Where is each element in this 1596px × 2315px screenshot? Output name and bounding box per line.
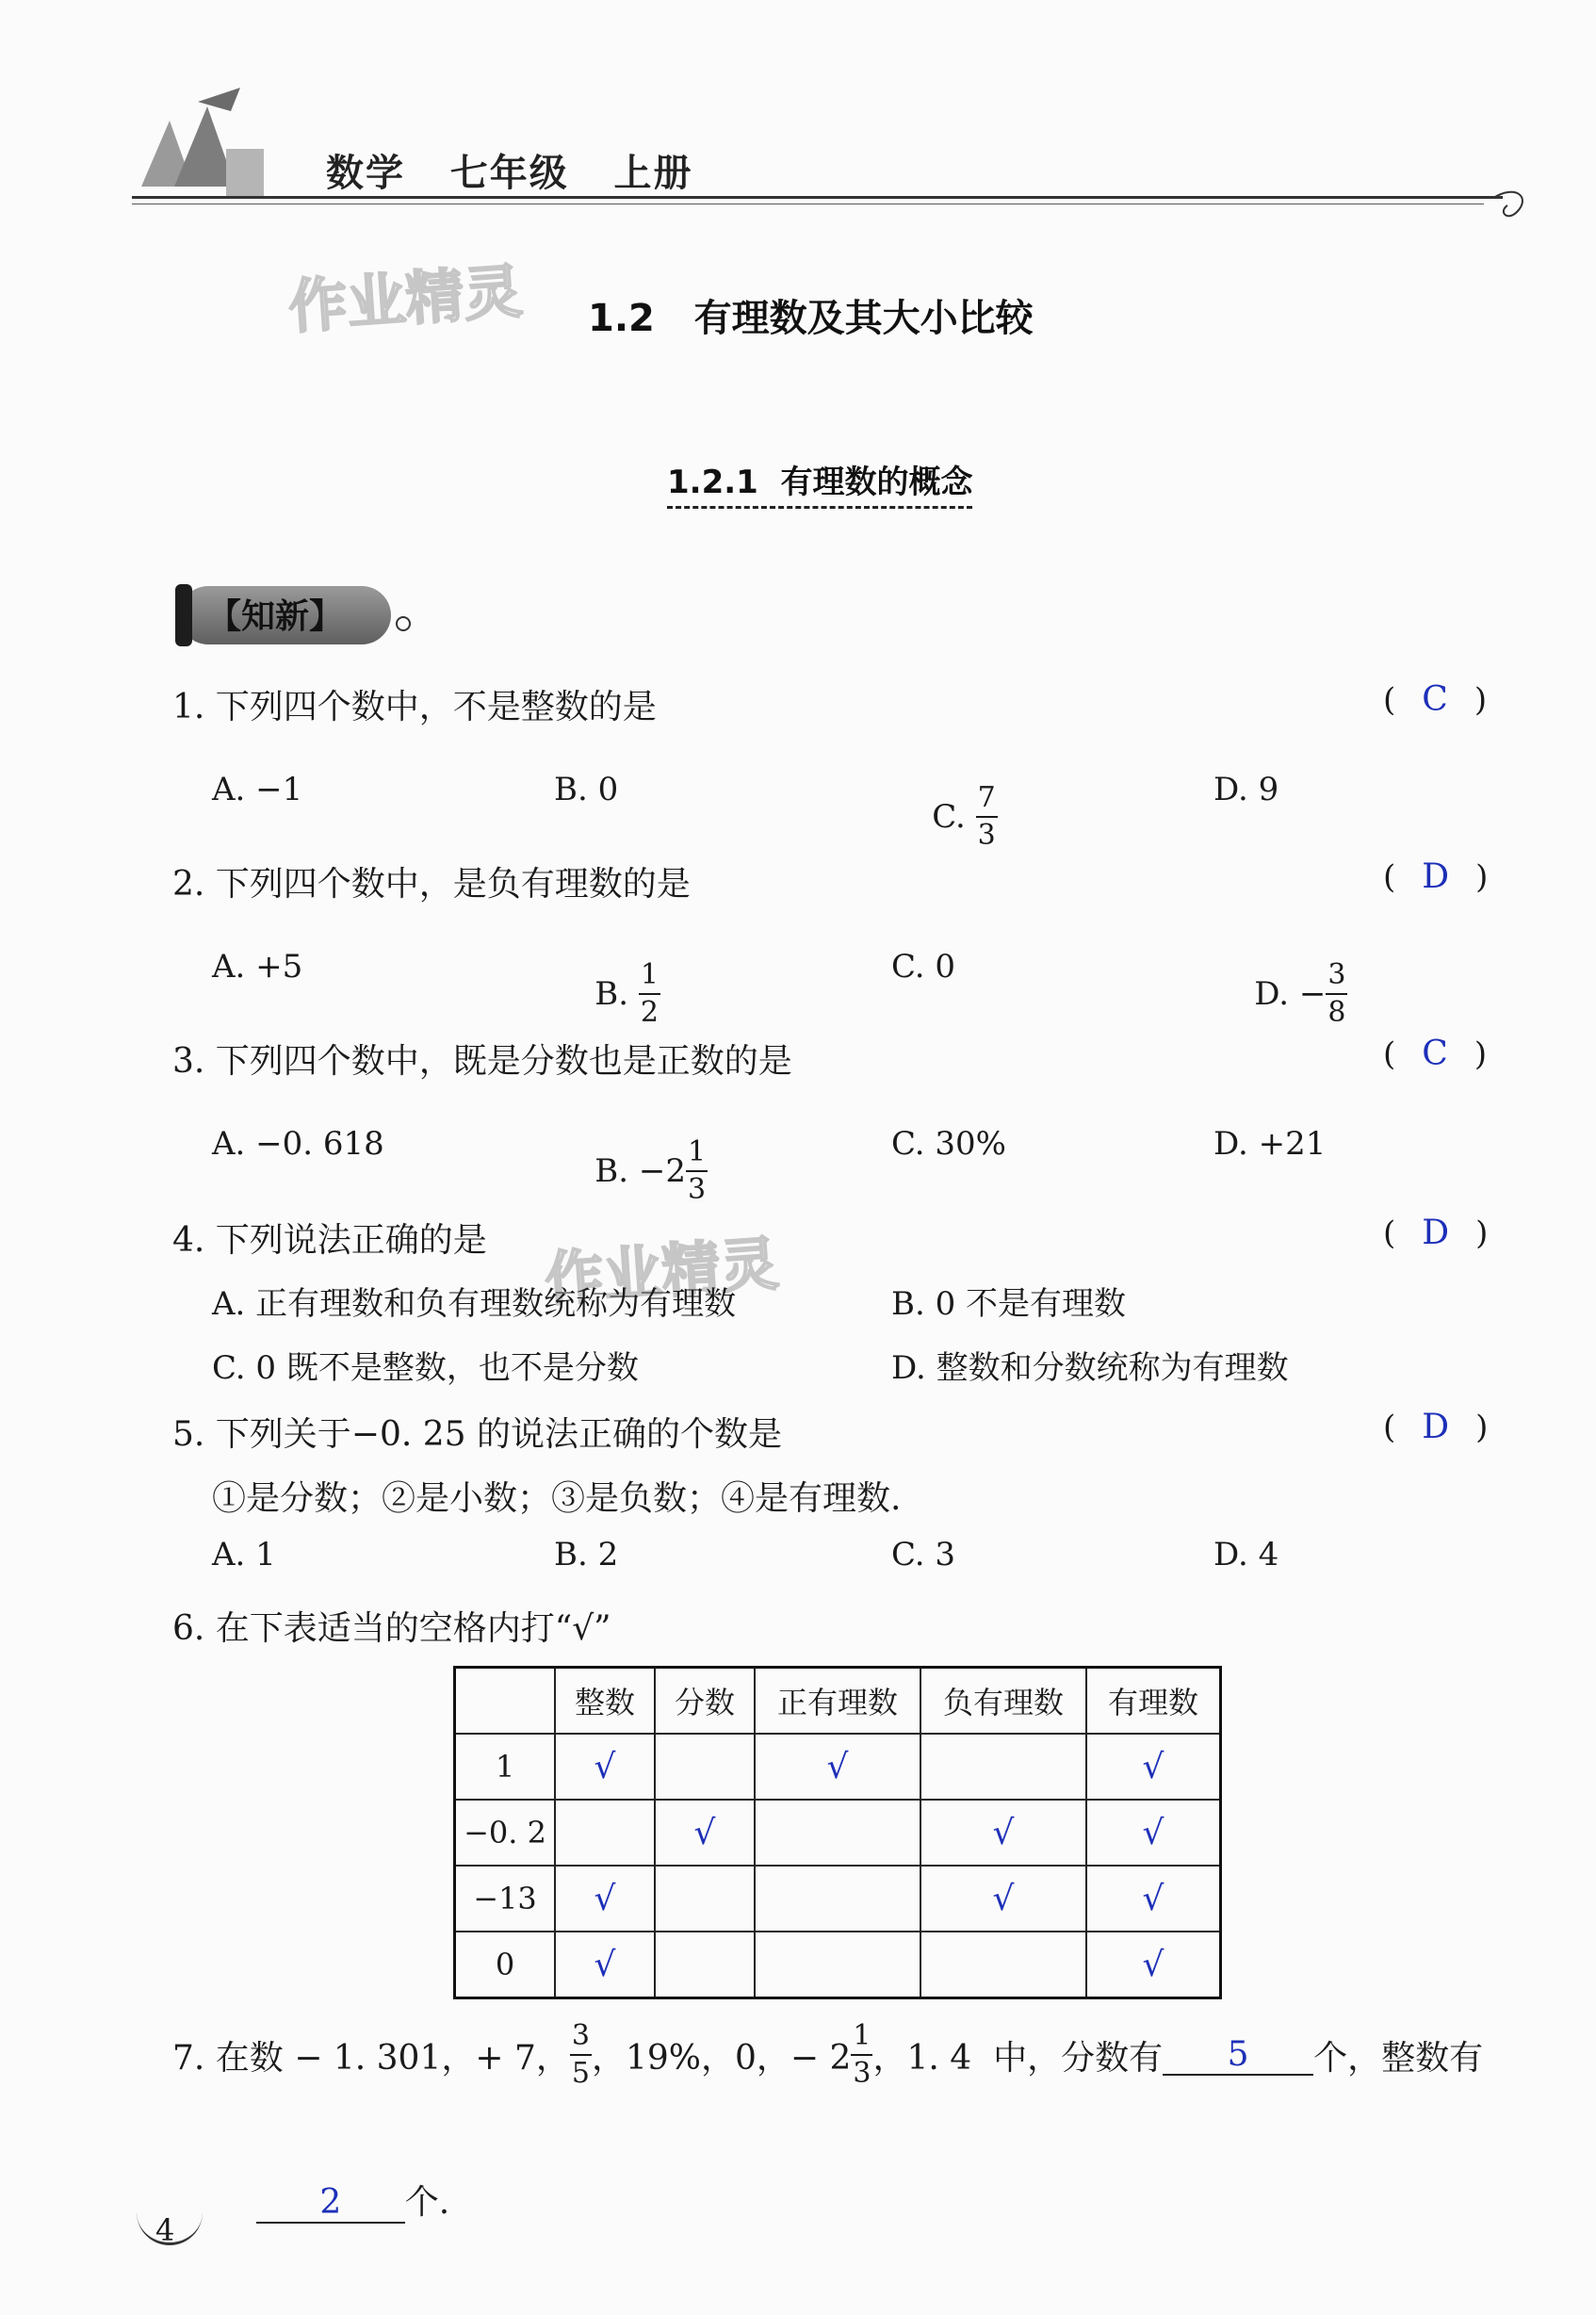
question-1-option-d: D. 9: [1213, 771, 1279, 808]
table-cell: √: [555, 1866, 655, 1932]
table-cell: [555, 1800, 655, 1866]
answer-paren: ( C ): [1383, 1035, 1488, 1073]
table-header-row: [455, 1668, 1221, 1735]
q7-blank-2: 2: [256, 2183, 405, 2224]
question-1-option-c: C. $\frac{7}{3}$: [932, 781, 996, 852]
fraction: $\frac{1}{2}$: [640, 958, 659, 1029]
table-cell: √: [920, 1800, 1086, 1866]
table-cell: √: [755, 1734, 920, 1800]
fraction: $\frac{1}{3}$: [687, 1135, 707, 1206]
question-4-answer: D: [1422, 1214, 1450, 1252]
table-row: [455, 1932, 1221, 1998]
question-1-text: 1. 下列四个数中，不是整数的是: [172, 688, 657, 726]
table-cell: √: [555, 1932, 655, 1998]
question-3-option-d: D. +21: [1213, 1125, 1327, 1163]
watermark: 作业精灵: [286, 256, 525, 342]
table-header-cell: 有理数: [1086, 1668, 1221, 1735]
table-cell: √: [655, 1800, 755, 1866]
fraction: $\frac{7}{3}$: [977, 781, 996, 852]
table-cell: [755, 1866, 920, 1932]
question-5-detail: ①是分数；②是小数；③是负数；④是有理数.: [212, 1479, 902, 1518]
question-5-answer: D: [1422, 1408, 1450, 1446]
question-2-option-d: D. − $\frac{3}{8}$: [1254, 958, 1346, 1029]
question-7-line-1: 7. 在数 − 1. 301，+ 7， $\frac{3}{5}$ ，19%，0，− 2 $\frac{1}{3}$ ，1. 4 中，分数有 5 个，整数有: [172, 2019, 1484, 2090]
question-3-option-a: A. −0. 618: [212, 1125, 384, 1163]
header-title: 数学 七年级 上册: [326, 151, 693, 195]
badge-curl-icon: [392, 612, 420, 641]
question-3-text: 3. 下列四个数中，既是分数也是正数的是: [172, 1042, 792, 1081]
answer-paren: ( D ): [1383, 1408, 1489, 1446]
subsection-title: 1.2.1 有理数的概念: [667, 456, 972, 509]
table-header-cell: 正有理数: [755, 1668, 920, 1735]
table-row-label: −0. 2: [455, 1800, 556, 1866]
table-cell: [655, 1932, 755, 1998]
section-title: 1.2 有理数及其大小比较: [588, 297, 1034, 340]
question-2-option-b: B. $\frac{1}{2}$: [594, 958, 659, 1029]
badge-cap: [175, 584, 192, 646]
table-row: [455, 1866, 1221, 1932]
question-1-option-b: B. 0: [554, 771, 619, 808]
table-cell: [755, 1800, 920, 1866]
table-header-cell: 负有理数: [920, 1668, 1086, 1735]
table-row-label: −13: [455, 1866, 556, 1932]
question-4-option-c: C. 0 既不是整数，也不是分数: [212, 1349, 639, 1387]
fraction: $\frac{3}{5}$: [571, 2019, 590, 2090]
page-number: 4: [155, 2212, 175, 2248]
table-cell: √: [920, 1866, 1086, 1932]
question-2-answer: D: [1422, 857, 1450, 896]
table-cell: [655, 1866, 755, 1932]
question-2-option-a: A. +5: [212, 948, 303, 986]
table-row-label: 1: [455, 1734, 556, 1800]
badge-label: 【知新】: [207, 596, 344, 636]
table-row: [455, 1800, 1221, 1866]
table-cell: [920, 1932, 1086, 1998]
table-cell: [755, 1932, 920, 1998]
question-5-option-d: D. 4: [1213, 1536, 1279, 1573]
question-3-option-c: C. 30%: [891, 1125, 1006, 1163]
question-2-option-c: C. 0: [891, 948, 956, 986]
classification-table: [453, 1666, 1222, 1999]
table-cell: √: [555, 1734, 655, 1800]
header-logo-graphic: [122, 83, 283, 215]
question-3-answer: C: [1422, 1035, 1448, 1073]
question-5-option-c: C. 3: [891, 1536, 956, 1573]
question-5-option-b: B. 2: [554, 1536, 619, 1573]
question-6-text: 6. 在下表适当的空格内打“√”: [172, 1609, 611, 1648]
watermark: 作业精灵: [543, 1229, 781, 1314]
table-cell: √: [1086, 1932, 1221, 1998]
question-4-option-a: A. 正有理数和负有理数统称为有理数: [212, 1285, 737, 1323]
table-header-cell: 分数: [655, 1668, 755, 1735]
answer-paren: ( D ): [1383, 1214, 1489, 1252]
question-2-text: 2. 下列四个数中，是负有理数的是: [172, 865, 691, 904]
table-header-cell: 整数: [555, 1668, 655, 1735]
question-1-answer: C: [1422, 680, 1448, 719]
table-header-cell: [455, 1668, 556, 1735]
header-rule: [132, 196, 1503, 199]
table-cell: √: [1086, 1866, 1221, 1932]
question-5-text: 5. 下列关于−0. 25 的说法正确的个数是: [172, 1415, 782, 1454]
fraction: $\frac{3}{8}$: [1327, 958, 1346, 1029]
question-4-option-b: B. 0 不是有理数: [891, 1285, 1127, 1323]
question-4-text: 4. 下列说法正确的是: [172, 1221, 487, 1260]
table-cell: [655, 1734, 755, 1800]
answer-paren: ( D ): [1383, 857, 1489, 896]
question-1-option-a: A. −1: [212, 771, 303, 808]
question-3-option-b: B. −2 $\frac{1}{3}$: [594, 1135, 707, 1206]
table-row: [455, 1734, 1221, 1800]
table-cell: √: [1086, 1734, 1221, 1800]
question-7-line-2: 2 个.: [213, 2137, 449, 2262]
fraction: $\frac{1}{3}$: [853, 2019, 871, 2090]
table-cell: √: [1086, 1800, 1221, 1866]
table-cell: [920, 1734, 1086, 1800]
answer-paren: ( C ): [1383, 680, 1488, 719]
question-4-option-d: D. 整数和分数统称为有理数: [891, 1349, 1289, 1387]
question-5-option-a: A. 1: [212, 1536, 276, 1573]
swirl-ornament-icon: [1489, 179, 1536, 236]
q7-blank-1: 5: [1163, 2035, 1313, 2076]
table-row-label: 0: [455, 1932, 556, 1998]
